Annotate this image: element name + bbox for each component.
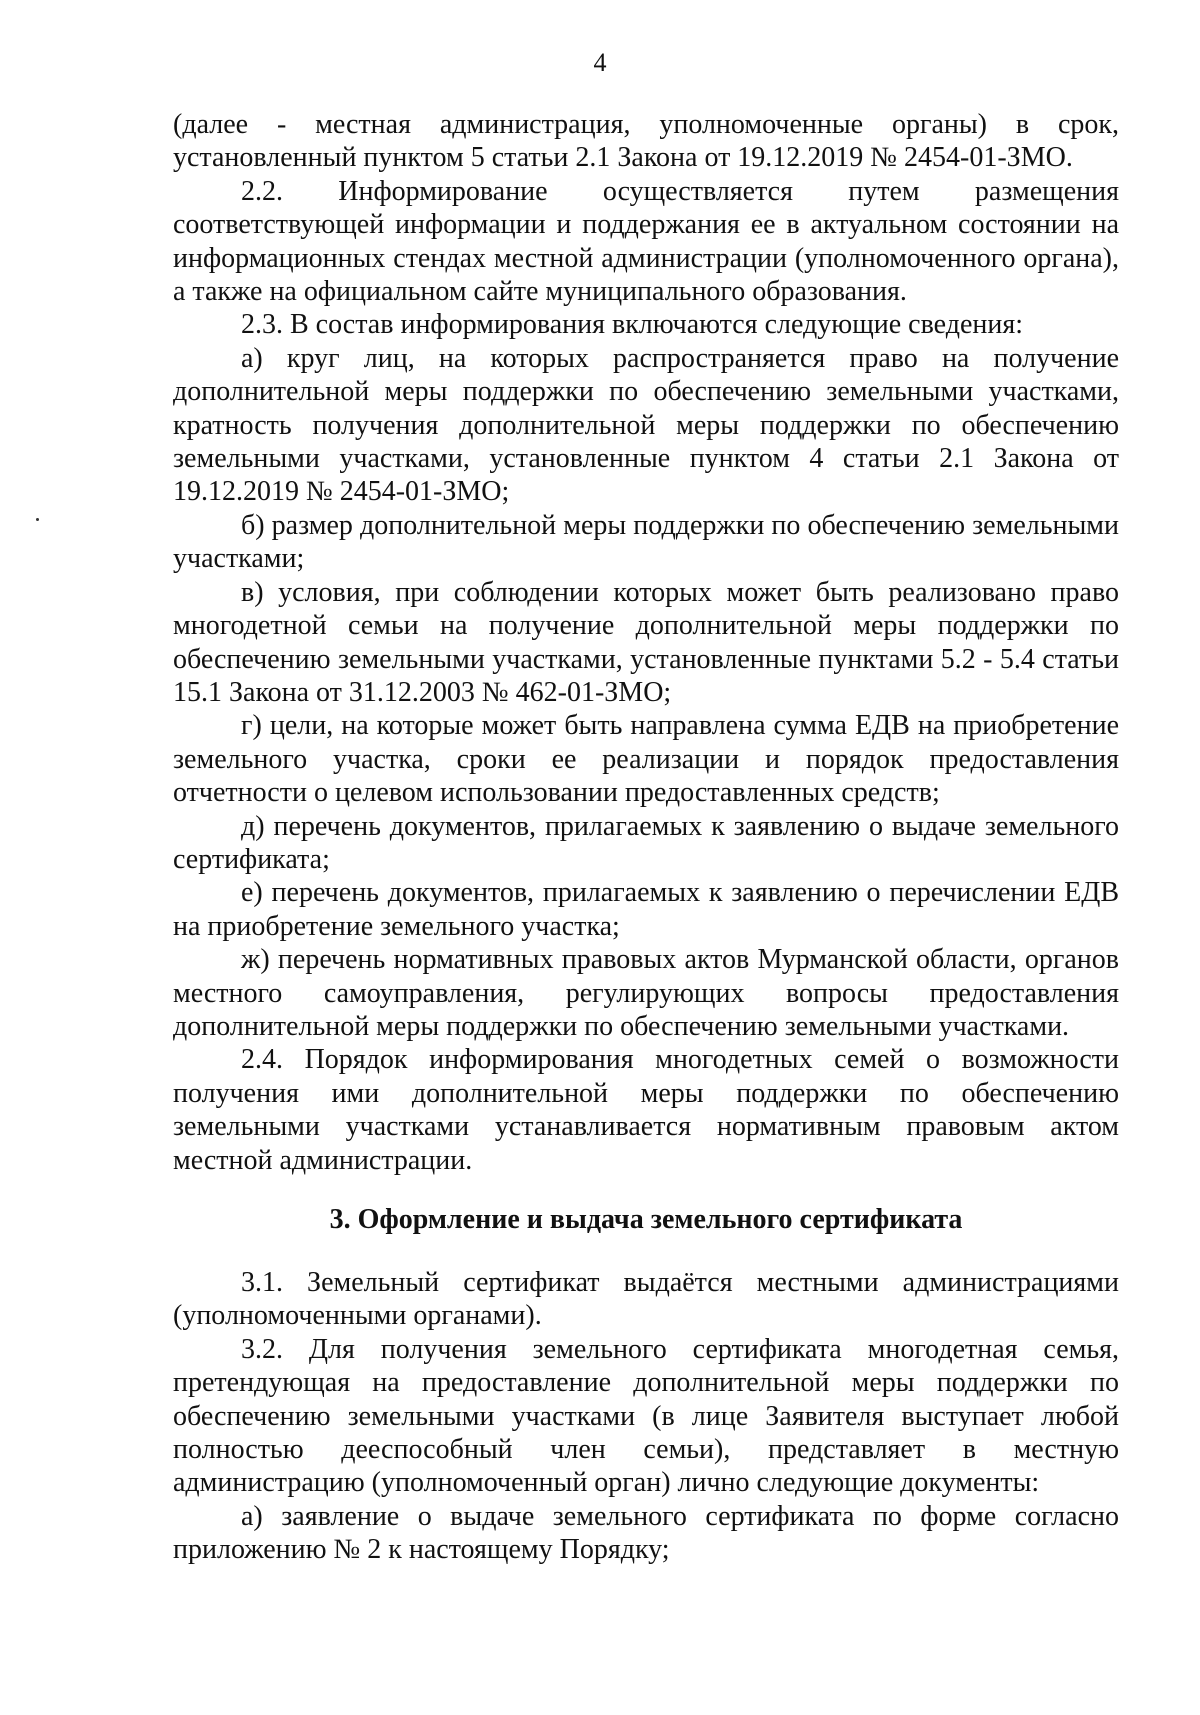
- paragraph-3-1: 3.1. Земельный сертификат выдаётся местными администрациями (уполномоченными органами).: [173, 1267, 1119, 1332]
- paragraph-continuation: (далее - местная администрация, уполномоченные органы) в срок, установленный пунктом 5 статьи 2.1 Закона от 19.12.2019 № 2454-01-ЗМО.: [173, 109, 1119, 174]
- paragraph-2-3: 2.3. В состав информирования включаются следующие сведения:: [241, 309, 1024, 341]
- paragraph-3-2: 3.2. Для получения земельного сертификата многодетная семья, претендующая на предоставление дополнительной меры поддержки по обеспечению земельными участками (в лице Заявителя выступает любой полностью дееспособный член семьи), представляет в местную администрацию (уполномоченный орган) лично следующие документы:: [173, 1333, 1119, 1499]
- scan-artifact-dot: [36, 518, 39, 521]
- page-number: 4: [593, 48, 607, 77]
- paragraph-2-4: 2.4. Порядок информирования многодетных семей о возможности получения ими дополнительной меры поддержки по обеспечению земельными участками устанавливается нормативным правовым актом местной администрации.: [173, 1044, 1119, 1176]
- list-item-b: б) размер дополнительной меры поддержки по обеспечению земельными участками;: [173, 509, 1119, 575]
- list-item-a: а) круг лиц, на которых распространяется право на получение дополнительной меры поддержки по обеспечению земельными участками, кратность получения дополнительной меры поддержки по обеспечению земельными участками, установленные пунктом 4 статьи 2.1 Закона от 19.12.2019 № 2454-01-ЗМО;: [173, 342, 1119, 508]
- section-heading: 3. Оформление и выдача земельного сертификата: [329, 1204, 963, 1235]
- list-item-v: в) условия, при соблюдении которых может быть реализовано право многодетной семьи на получение дополнительной меры поддержки по обеспечению земельными участками, установленные пунктами 5.2 - 5.4 статьи 15.1 Закона от 31.12.2003 № 462-01-ЗМО;: [173, 576, 1119, 708]
- list-item-g: г) цели, на которые может быть направлена сумма ЕДВ на приобретение земельного участка, сроки ее реализации и порядок предоставления отчетности о целевом использовании предоставленных средств;: [173, 710, 1119, 809]
- paragraph-2-2: 2.2. Информирование осуществляется путем размещения соответствующей информации и поддержания ее в актуальном состоянии на информационных стендах местной администрации (уполномоченного органа), а также на официальном сайте муниципального образования.: [173, 175, 1119, 308]
- list-item-a-application: а) заявление о выдаче земельного сертификата по форме согласно приложению № 2 к настоящему Порядку;: [173, 1500, 1119, 1566]
- list-item-d: д) перечень документов, прилагаемых к заявлению о выдаче земельного сертификата;: [173, 810, 1119, 875]
- list-item-zh: ж) перечень нормативных правовых актов Мурманской области, органов местного самоуправления, регулирующих вопросы предоставления дополнительной меры поддержки по обеспечению земельными участками.: [173, 944, 1119, 1042]
- list-item-e: е) перечень документов, прилагаемых к заявлению о перечислении ЕДВ на приобретение земельного участка;: [173, 877, 1119, 942]
- document-body: [173, 108, 1119, 1567]
